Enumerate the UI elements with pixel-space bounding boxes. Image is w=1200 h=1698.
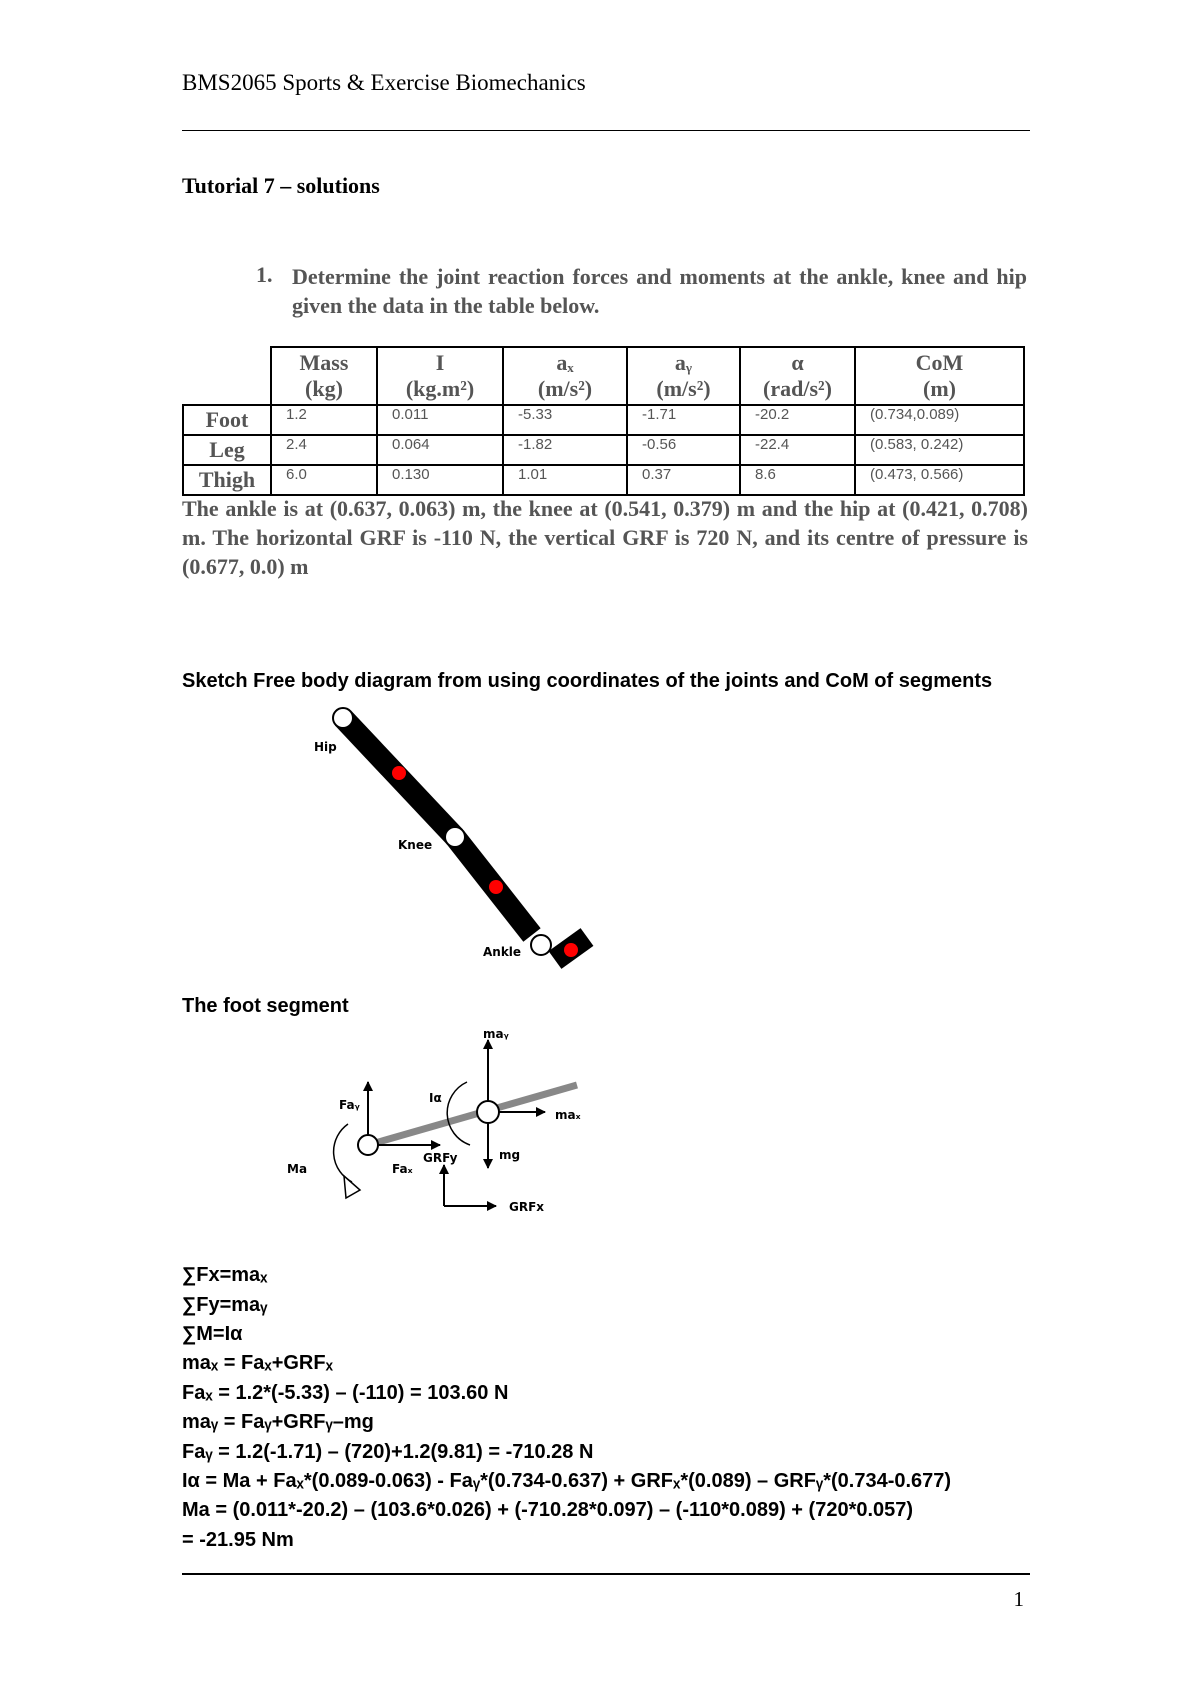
table-cell: 2.4	[271, 435, 377, 465]
table-cell: -22.4	[740, 435, 855, 465]
equation-line: maₓ = Faₓ+GRFₓ	[182, 1352, 333, 1374]
equation-line: Ma = (0.011*-20.2) – (103.6*0.026) + (-710.28*0.097) – (-110*0.089) + (720*0.057)	[182, 1499, 914, 1521]
ankle-moment-arc	[334, 1124, 352, 1182]
header-alpha-label: α (rad/s²)	[763, 350, 832, 401]
question-number: 1.	[256, 262, 273, 287]
foot-com-circle	[477, 1101, 499, 1123]
ankle-label: Ankle	[483, 945, 522, 959]
table-cell: -20.2	[740, 405, 855, 435]
i-alpha-label: Iα	[429, 1091, 442, 1105]
question-text: Determine the joint reaction forces and moments at the ankle, knee and hip given the data in the table below.	[292, 264, 1027, 318]
table-cell: 0.37	[627, 465, 740, 495]
equation-line: Faᵧ = 1.2(-1.71) – (720)+1.2(9.81) = -710.28 N	[182, 1441, 594, 1463]
foot-bar	[368, 1085, 577, 1145]
equation-line: Iα = Ma + Faₓ*(0.089-0.063) - Faᵧ*(0.734-0.637) + GRFₓ*(0.089) – GRFᵧ*(0.734-0.677)	[182, 1470, 952, 1492]
ma-x-label: maₓ	[555, 1108, 581, 1122]
grf-x-label: GRFx	[509, 1200, 545, 1214]
table-cell: 6.0	[271, 465, 377, 495]
table-cell: 0.011	[377, 405, 503, 435]
sketch-title: Sketch Free body diagram from using coordinates of the joints and CoM of segments	[182, 670, 993, 692]
ankle-joint-circle	[358, 1135, 378, 1155]
mg-label: mg	[499, 1148, 521, 1162]
table-cell: 8.6	[740, 465, 855, 495]
table-cell: 1.2	[271, 405, 377, 435]
header-ax-label: aₓ (m/s²)	[537, 350, 593, 401]
equation-line: Faₓ = 1.2*(-5.33) – (-110) = 103.60 N	[182, 1382, 509, 1404]
grf-y-label: GRFy	[423, 1151, 458, 1165]
row-label-leg: Leg	[183, 435, 271, 465]
header-mass-label: Mass (kg)	[299, 350, 349, 401]
equation-line: ∑Fy=maᵧ	[182, 1294, 268, 1316]
row-label-foot: Foot	[183, 405, 271, 435]
header-title: BMS2065 Sports & Exercise Biomechanics	[182, 70, 586, 95]
table-cell: 0.064	[377, 435, 503, 465]
header-inertia-label: I (kg.m²)	[405, 350, 475, 401]
tutorial-title: Tutorial 7 – solutions	[182, 173, 380, 198]
hip-label: Hip	[314, 740, 337, 754]
equation-line: maᵧ = Faᵧ+GRFᵧ–mg	[182, 1411, 374, 1433]
fa-x-label: Faₓ	[392, 1162, 413, 1176]
foot-segment-title: The foot segment	[182, 995, 349, 1017]
equation-line: ∑M=Iα	[182, 1323, 243, 1345]
equation-line: ∑Fx=maₓ	[182, 1264, 268, 1286]
header-com-label: CoM (m)	[915, 350, 964, 401]
table-cell: -0.56	[627, 435, 740, 465]
table-cell: -1.71	[627, 405, 740, 435]
equation-line: = -21.95 Nm	[182, 1529, 294, 1551]
table-cell: -5.33	[503, 405, 627, 435]
table-cell: 1.01	[503, 465, 627, 495]
table-cell: (0.473, 0.566)	[855, 465, 1024, 495]
ma-label: Ma	[287, 1162, 308, 1176]
table-cell: 0.130	[377, 465, 503, 495]
knee-label: Knee	[398, 838, 433, 852]
row-label-thigh: Thigh	[183, 465, 271, 495]
ma-y-label: maᵧ	[483, 1027, 509, 1041]
table-cell: -1.82	[503, 435, 627, 465]
header-ay-label: aᵧ (m/s²)	[656, 350, 711, 401]
footer-rule	[182, 1573, 1030, 1575]
page-number: 1	[1013, 1587, 1024, 1611]
fa-y-label: Faᵧ	[339, 1098, 360, 1112]
table-cell: (0.734,0.089)	[855, 405, 1024, 435]
joint-positions-note: The ankle is at (0.637, 0.063) m, the knee at (0.541, 0.379) m and the hip at (0.421, 0.708) m. The horizontal GRF is -110 N, the vertical GRF is 720 N, and its centre of pressure is (0.677, 0.0) m	[182, 496, 1028, 579]
table-cell: (0.583, 0.242)	[855, 435, 1024, 465]
ankle-moment-arrowhead	[344, 1176, 360, 1198]
